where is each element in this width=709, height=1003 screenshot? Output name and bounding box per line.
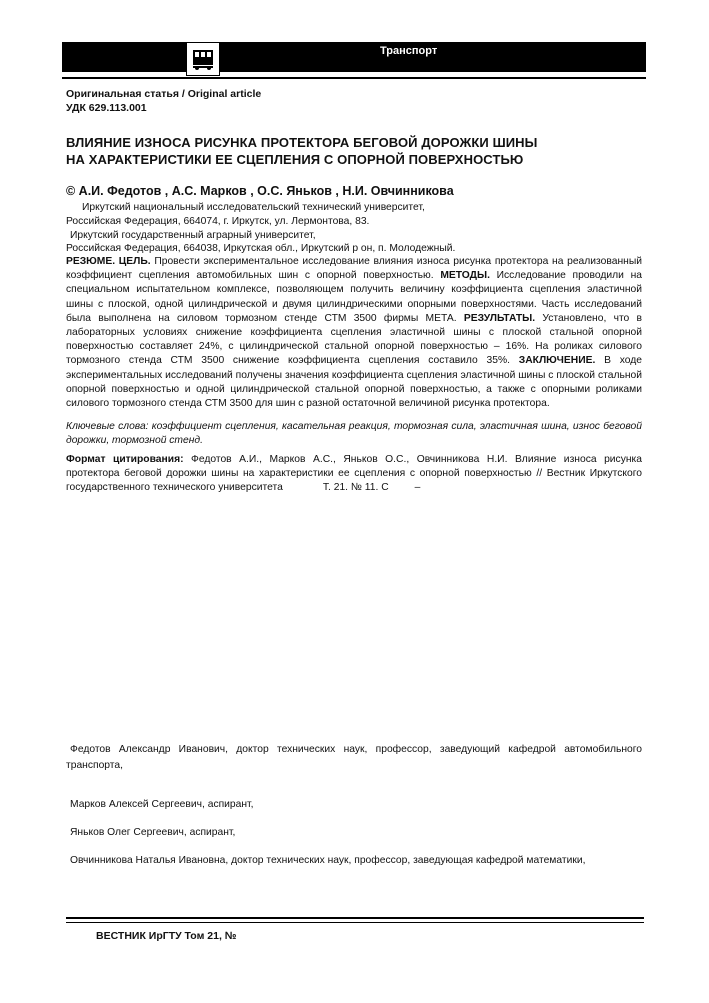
footer-rule-thin: [66, 922, 644, 923]
citation-label: Формат цитирования:: [66, 454, 184, 465]
footer-rule: [66, 917, 644, 919]
article-type: Оригинальная статья / Original article: [66, 88, 262, 100]
affiliation-line: Российская Федерация, 664038, Иркутская обл., Иркутский р он, п. Молодежный.: [66, 243, 456, 254]
affiliation-line: Иркутский национальный исследовательский технический университет,: [82, 202, 425, 213]
authors: © А.И. Федотов , А.С. Марков , О.С. Яньков , Н.И. Овчинникова: [66, 184, 454, 198]
citation-volume: Т. 21. № 11. С: [322, 482, 389, 494]
footnote-markov: Марков Алексей Сергеевич, аспирант,: [70, 799, 254, 810]
abstract-results-text: Установлено, что в лабораторных условиях снижение коэффициента сцепления эластичной шины с плоской стальной опорной поверхностью составляет 24%, с цилиндрической стальной опорной поверхностью – 16%. На роликах силового тормозного стенда СТМ 3500 снижение коэффициента сцепления составило 35%.: [66, 312, 642, 367]
abstract-label-methods: МЕТОДЫ.: [440, 270, 490, 282]
citation: [66, 453, 642, 496]
abstract-label-goal: РЕЗЮМЕ. ЦЕЛЬ.: [66, 256, 151, 267]
footnote-yankov: Яньков Олег Сергеевич, аспирант,: [70, 827, 236, 838]
journal-footer: ВЕСТНИК ИрГТУ Том 21, №: [96, 930, 237, 942]
affiliation-line: Иркутский государственный аграрный университет,: [70, 230, 316, 241]
abstract-label-results: РЕЗУЛЬТАТЫ.: [463, 312, 536, 324]
affiliation-line: Российская Федерация, 664074, г. Иркутск, ул. Лермонтова, 83.: [66, 216, 370, 227]
section-header-bar: [62, 42, 646, 72]
citation-dash: –: [414, 482, 421, 494]
section-title: Транспорт: [380, 45, 438, 57]
citation-text: Федотов А.И., Марков А.С., Яньков О.С., Овчинникова Н.И. Влияние износа рисунка протектора беговой дорожки шины на характеристики ее сцепления с опорной поверхностью // Вестник Иркутского государственного технического университета: [66, 454, 642, 494]
footnote-fedotov: Федотов Александр Иванович, доктор технических наук, профессор, заведующий кафедрой автомобильного транспорта,: [66, 744, 642, 771]
abstract-label-conclusion: ЗАКЛЮЧЕНИЕ.: [518, 355, 596, 367]
abstract: [66, 255, 642, 411]
keywords: Ключевые слова: коэффициент сцепления, касательная реакция, тормозная сила, эластичная шина, износ беговой дорожки, тормозной стенд.: [66, 421, 642, 447]
header-rule: [62, 77, 646, 79]
article-title-line-2: НА ХАРАКТЕРИСТИКИ ЕЕ СЦЕПЛЕНИЯ С ОПОРНОЙ ПОВЕРХНОСТЬЮ: [66, 152, 524, 167]
abstract-goal-text: Провести экспериментальное исследование влияния износа рисунка протектора на реализованный коэффициент сцепления автомобильных шин с опорной поверхностью.: [66, 256, 642, 282]
footnote-ovchinnikova: Овчинникова Наталья Ивановна, доктор технических наук, профессор, заведующая кафедрой математики,: [70, 855, 586, 866]
abstract-methods-text: Исследование проводили на специальном испытательном комплексе, позволяющем получить величину коэффициента сцепления эластичной шины с плоской, одной цилиндрической и двумя цилиндрическими опорными поверхностями. Часть исследований была выполнена на силовом тормозном стенде СТМ 3500 фирмы МЕТА.: [66, 270, 642, 324]
article-title-line-1: ВЛИЯНИЕ ИЗНОСА РИСУНКА ПРОТЕКТОРА БЕГОВОЙ ДОРОЖКИ ШИНЫ: [66, 135, 538, 150]
udk-code: УДК 629.113.001: [66, 102, 147, 114]
abstract-conclusion-text: В ходе экспериментальных исследований получены значения коэффициента сцепления эластичной шины с плоской стальной опорной поверхностью и одной цилиндрической стальной опорной поверхностью, а также с опорными роликами силового тормозного стенда СТМ 3500 для шин с разной остаточной величиной рисунка протектора.: [66, 355, 642, 410]
bus-icon: [186, 42, 220, 76]
